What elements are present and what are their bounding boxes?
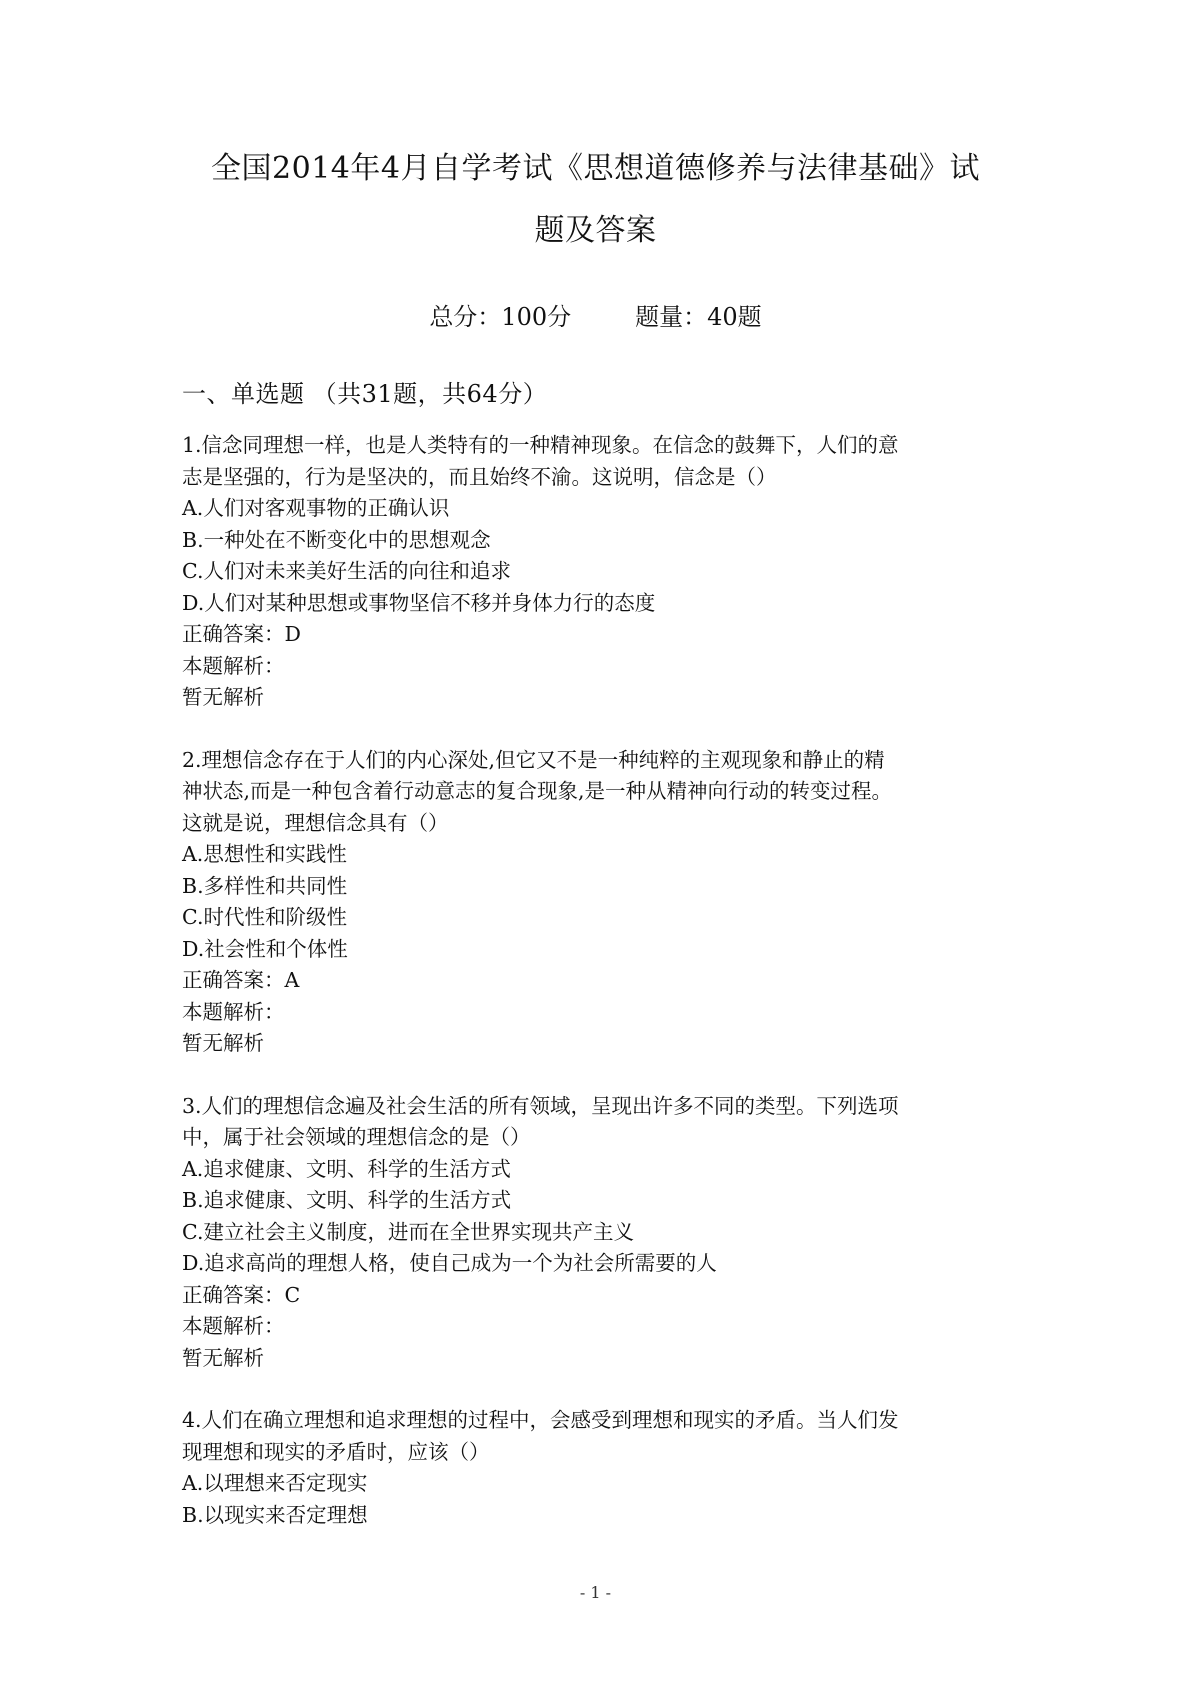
question-stem-line: 4.人们在确立理想和追求理想的过程中，会感受到理想和现实的矛盾。当人们发 <box>182 1408 899 1432</box>
question-item <box>182 745 1022 1060</box>
answer-option: C.建立社会主义制度，进而在全世界实现共产主义 <box>182 1219 634 1244</box>
analysis-text: 暂无解析 <box>182 1345 264 1370</box>
title-line-2: 题及答案 <box>534 213 657 248</box>
question-count: 题量：40题 <box>635 303 762 331</box>
analysis-label: 本题解析： <box>182 1314 285 1338</box>
correct-answer: 正确答案：C <box>182 1282 301 1307</box>
question-stem-line: 现理想和现实的矛盾时，应该（） <box>182 1439 490 1464</box>
correct-answer: 正确答案：A <box>182 968 300 992</box>
analysis-label: 本题解析： <box>182 999 285 1024</box>
answer-option: D.人们对某种思想或事物坚信不移并身体力行的态度 <box>182 590 656 615</box>
answer-option: D.追求高尚的理想人格，使自己成为一个为社会所需要的人 <box>182 1251 717 1275</box>
question-stem-line: 中，属于社会领域的理想信念的是（） <box>182 1125 531 1149</box>
question-stem-line: 2.理想信念存在于人们的内心深处,但它又不是一种纯粹的主观现象和静止的精 <box>182 747 885 772</box>
title-line-1: 全国2014年4月自学考试《思想道德修养与法律基础》试 <box>211 151 980 186</box>
answer-option: B.多样性和共同性 <box>182 873 348 898</box>
question-stem-line: 这就是说，理想信念具有（） <box>182 810 449 835</box>
exam-meta <box>0 300 1191 334</box>
analysis-label: 本题解析： <box>182 653 285 678</box>
question-item <box>182 1091 1022 1375</box>
page-number: - 1 - <box>579 1583 612 1602</box>
answer-option: C.时代性和阶级性 <box>182 905 347 929</box>
answer-option: B.追求健康、文明、科学的生活方式 <box>182 1188 512 1212</box>
correct-answer: 正确答案：D <box>182 622 301 646</box>
analysis-text: 暂无解析 <box>182 1031 264 1055</box>
answer-option: A.人们对客观事物的正确认识 <box>182 496 450 520</box>
answer-option: A.追求健康、文明、科学的生活方式 <box>182 1156 511 1181</box>
answer-option: B.以现实来否定理想 <box>182 1502 368 1527</box>
section-heading: 一、单选题 （共31题，共64分） <box>182 380 548 408</box>
question-stem-line: 1.信念同理想一样，也是人类特有的一种精神现象。在信念的鼓舞下，人们的意 <box>182 433 899 457</box>
analysis-text: 暂无解析 <box>182 685 264 709</box>
question-stem-line: 志是坚强的，行为是坚决的，而且始终不渝。这说明，信念是（） <box>182 464 777 489</box>
total-score: 总分：100分 <box>429 303 572 331</box>
question-item <box>182 1405 1022 1531</box>
answer-option: D.社会性和个体性 <box>182 936 348 961</box>
question-stem-line: 神状态,而是一种包含着行动意志的复合现象,是一种从精神向行动的转变过程。 <box>182 779 893 803</box>
answer-option: B.一种处在不断变化中的思想观念 <box>182 527 491 552</box>
answer-option: C.人们对未来美好生活的向往和追求 <box>182 559 511 583</box>
question-list <box>182 430 1022 1562</box>
question-item <box>182 430 1022 714</box>
answer-option: A.以理想来否定现实 <box>182 1471 368 1495</box>
question-stem-line: 3.人们的理想信念遍及社会生活的所有领域，呈现出许多不同的类型。下列选项 <box>182 1093 899 1118</box>
answer-option: A.思想性和实践性 <box>182 842 347 866</box>
document-title <box>150 138 1041 262</box>
